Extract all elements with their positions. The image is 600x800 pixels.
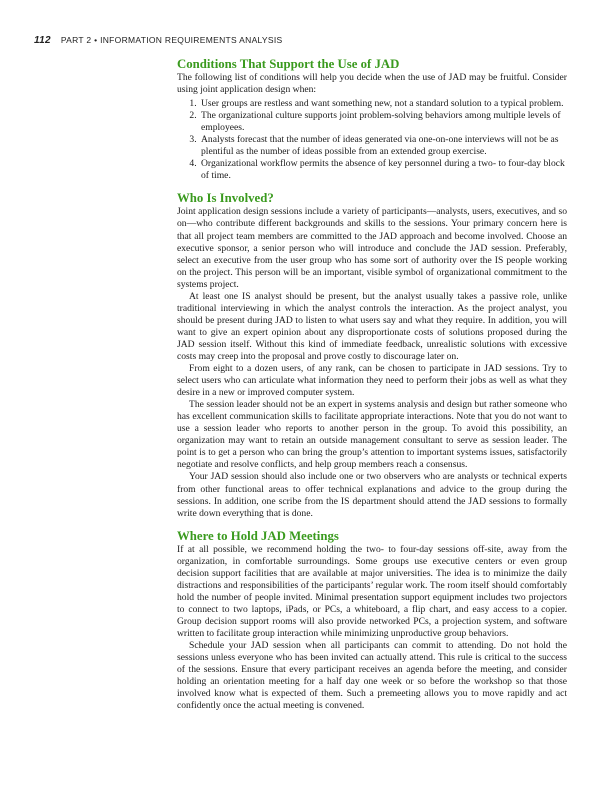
list-item: 4. Organizational workflow permits the absence of key personnel during a two- to four-day block of time. [199, 158, 567, 182]
page-body [177, 56, 567, 712]
conditions-list [177, 98, 567, 182]
heading-who-is-involved: Who Is Involved? [177, 191, 274, 206]
list-item: 1. User groups are restless and want something new, not a standard solution to a typical problem. [199, 98, 567, 110]
paragraph: From eight to a dozen users, of any rank, can be chosen to participate in JAD sessions. Try to select users who can articulate what information they need to perform their jobs as well as what they desire in a new or improved computer system. [177, 363, 567, 399]
paragraph: The session leader should not be an expert in systems analysis and design but rather someone who has excellent communication skills to facilitate appropriate interactions. Note that you do not want to use a session leader who reports to another person in the group. To avoid this possibility, an organization may want to retain an outside management consultant to serve as session leader. The point is to get a person who can bring the group’s attention to important systems issues, satisfactorily negotiate and resolve conflicts, and help group members reach a consensus. [177, 399, 567, 471]
conditions-intro: The following list of conditions will help you decide when the use of JAD may be fruitful. Consider using joint application design when: [177, 72, 567, 96]
paragraph: Joint application design sessions include a variety of participants—analysts, users, executives, and so on—who contribute different backgrounds and skills to the sessions. Your primary concern here is that all project team members are committed to the JAD approach and become involved. Choose an executive sponsor, a senior person who will introduce and conclude the JAD session. Preferably, select an executive from the user group who has some sort of authority over the IS people working on the project. This person will be an important, visible symbol of organizational commitment to the systems project. [177, 206, 567, 290]
paragraph: If at all possible, we recommend holding the two- to four-day sessions off-site, away from the organization, in comfortable surroundings. Some groups use executive centers or even group decision support facilities that are available at major universities. The idea is to minimize the daily distractions and responsibilities of the participants’ regular work. The room itself should comfortably hold the number of people invited. Minimal presentation support equipment includes two projectors to connect to two laptops, iPads, or PCs, a whiteboard, a flip chart, and easy access to a copier. Group decision support rooms will also provide networked PCs, a projection system, and software written to facilitate group interaction while minimizing unproductive group behaviors. [177, 543, 567, 639]
list-item: 3. Analysts forecast that the number of ideas generated via one-on-one interviews will not be as plentiful as the number of ideas possible from an extended group exercise. [199, 134, 567, 158]
running-title: PART 2 • INFORMATION REQUIREMENTS ANALYSIS [60, 35, 283, 45]
paragraph: Your JAD session should also include one or two observers who are analysts or technical experts from other functional areas to offer technical explanations and advice to the group during the sessions. In addition, one scribe from the IS department should attend the JAD sessions to formally write down everything that is done. [177, 471, 567, 519]
heading-conditions: Conditions That Support the Use of JAD [177, 57, 400, 71]
heading-where-to-hold: Where to Hold JAD Meetings [177, 528, 339, 543]
paragraph: Schedule your JAD session when all participants can commit to attending. Do not hold the sessions unless everyone who has been invited can actually attend. This rule is critical to the success of the sessions. Ensure that every participant receives an agenda before the meeting, and consider holding an orientation meeting for a half day one week or so before the workshop so that those involved know what is expected of them. Such a premeeting allows you to move rapidly and act confidently once the actual meeting is convened. [177, 640, 567, 712]
paragraph: At least one IS analyst should be present, but the analyst usually takes a passive role, unlike traditional interviewing in which the analyst controls the interaction. As the project analyst, you should be present during JAD to listen to what users say and what they require. In addition, you will want to give an expert opinion about any disproportionate costs of solutions proposed during the JAD session itself. Without this kind of immediate feedback, unrealistic solutions with excessive costs may creep into the proposal and prove costly to discourage later on. [177, 290, 567, 362]
list-item: 2. The organizational culture supports joint problem-solving behaviors among multiple levels of employees. [199, 110, 567, 134]
page-number: 112 [34, 35, 51, 46]
running-head [34, 35, 283, 46]
